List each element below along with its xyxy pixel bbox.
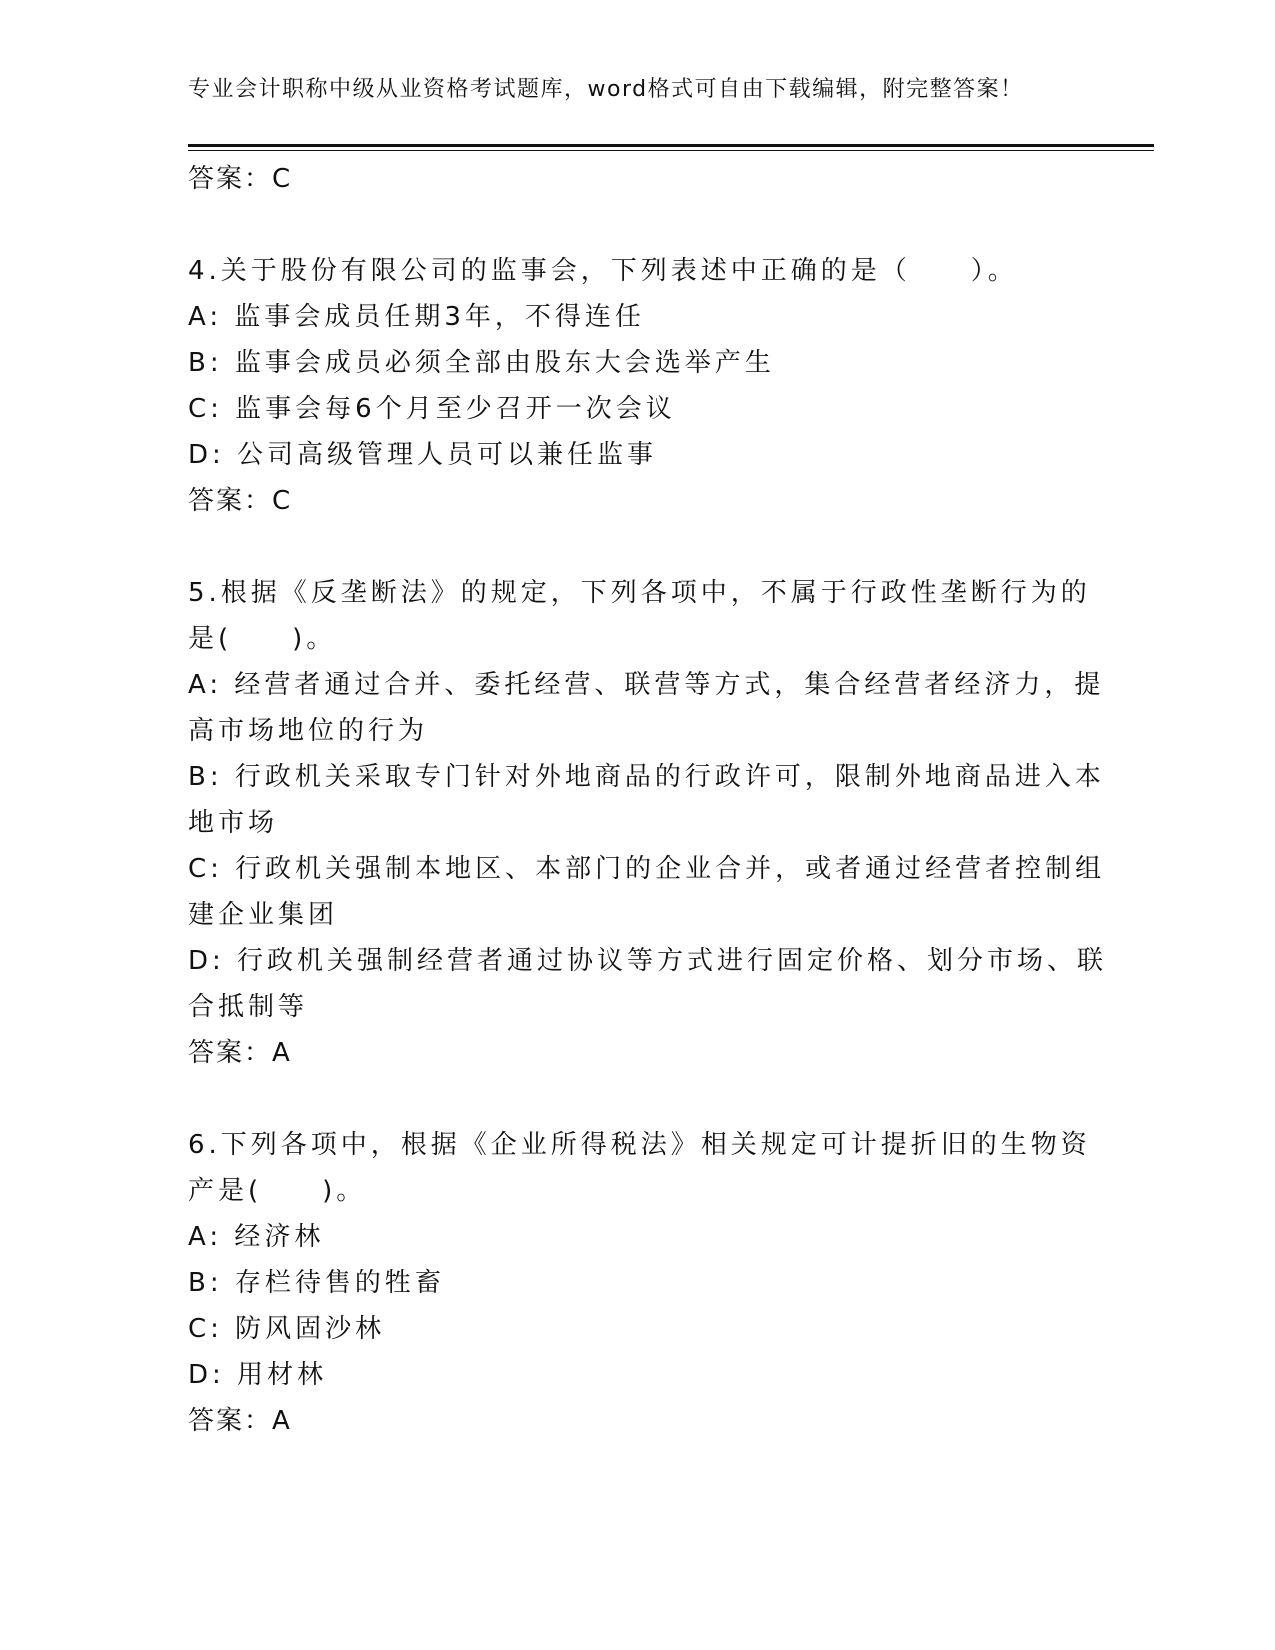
question-stem-cont: 是( )。	[188, 624, 337, 654]
question-stem: 5.根据《反垄断法》的规定，下列各项中，不属于行政性垄断行为的	[188, 578, 1091, 608]
question-6	[188, 1122, 1091, 1444]
option-d: D: 用材林	[188, 1360, 328, 1390]
answer: 答案：A	[188, 1038, 292, 1068]
header-rule-thin	[188, 150, 1154, 151]
option-a: A: 经营者通过合并、委托经营、联营等方式，集合经营者经济力，提	[188, 670, 1105, 700]
answer: 答案：C	[188, 486, 293, 516]
option-b-cont: 地市场	[188, 808, 279, 838]
spacer	[188, 524, 1088, 570]
option-b: B: 存栏待售的牲畜	[188, 1268, 445, 1298]
option-b: B: 行政机关采取专门针对外地商品的行政许可，限制外地商品进入本	[188, 762, 1105, 792]
option-a: A: 经济林	[188, 1222, 325, 1252]
option-d: D: 公司高级管理人员可以兼任监事	[188, 440, 658, 470]
page-header: 专业会计职称中级从业资格考试题库，word格式可自由下载编辑，附完整答案！	[188, 77, 1024, 102]
previous-answer: 答案：C	[188, 164, 293, 194]
option-d: D: 行政机关强制经营者通过协议等方式进行固定价格、划分市场、联	[188, 946, 1108, 976]
question-stem-cont: 产是( )。	[188, 1176, 367, 1206]
spacer	[188, 202, 1088, 248]
option-b: B: 监事会成员必须全部由股东大会选举产生	[188, 348, 775, 378]
option-c: C: 行政机关强制本地区、本部门的企业合并，或者通过经营者控制组	[188, 854, 1106, 884]
question-5	[188, 570, 1108, 1076]
question-stem: 4.关于股份有限公司的监事会，下列表述中正确的是（ ）。	[188, 256, 1018, 286]
content	[188, 156, 1108, 1444]
option-c: C: 防风固沙林	[188, 1314, 386, 1344]
option-c: C: 监事会每6个月至少召开一次会议	[188, 394, 676, 424]
question-4	[188, 248, 1088, 524]
option-c-cont: 建企业集团	[188, 900, 339, 930]
spacer	[188, 1076, 1088, 1122]
question-stem: 6.下列各项中，根据《企业所得税法》相关规定可计提折旧的生物资	[188, 1130, 1091, 1160]
header-rule-thick	[188, 144, 1154, 147]
option-d-cont: 合抵制等	[188, 992, 309, 1022]
answer: 答案：A	[188, 1406, 292, 1436]
option-a-cont: 高市场地位的行为	[188, 716, 429, 746]
option-a: A: 监事会成员任期3年，不得连任	[188, 302, 645, 332]
